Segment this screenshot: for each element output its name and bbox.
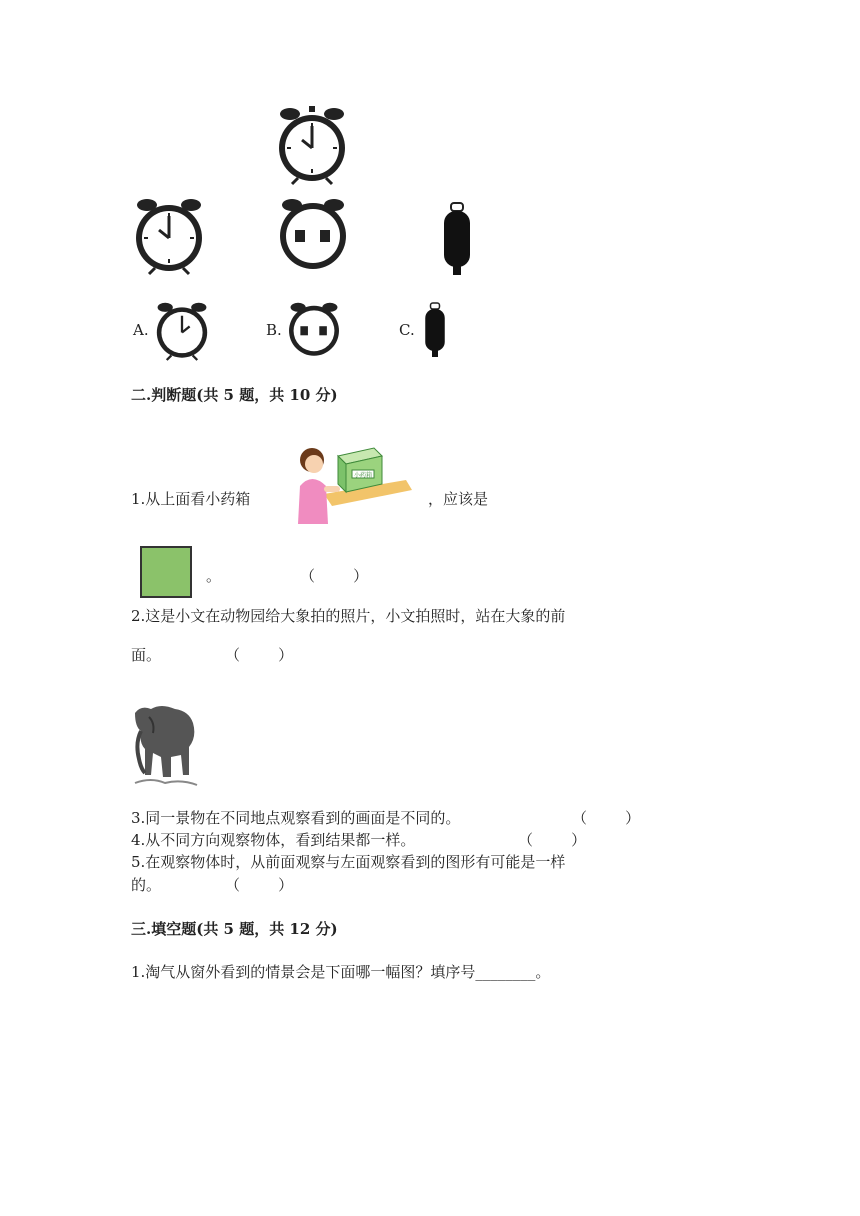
clock-front-icon <box>133 198 205 274</box>
section-heading-judgment: 二.判断题(共 5 题，共 10 分) <box>131 386 338 404</box>
option-a-label: A. <box>133 321 149 339</box>
question-2-line-2: 面。 <box>131 646 162 664</box>
section-heading-fill-in: 三.填空题(共 5 题，共 12 分) <box>131 920 338 938</box>
clock-side-icon <box>440 203 474 275</box>
option-a-clock-icon <box>154 302 210 360</box>
question-1-period: 。 <box>206 567 222 585</box>
question-1-suffix: ，应该是 <box>428 490 489 508</box>
girl-with-medicine-box-illustration <box>294 446 414 526</box>
question-1-prefix: 1.从上面看小药箱 <box>131 490 251 508</box>
question-5-line-1: 5.在观察物体时，从前面观察与左面观察看到的图形有可能是一样 <box>131 853 566 871</box>
question-5-line-2: 的。 <box>131 876 162 894</box>
question-3-answer-blank[interactable]: （ ） <box>572 809 641 827</box>
question-4-answer-blank[interactable]: （ ） <box>518 831 587 849</box>
clock-back-icon <box>278 198 348 272</box>
question-4-text: 4.从不同方向观察物体，看到结果都一样。 <box>131 831 416 849</box>
fill-in-question-1-text[interactable]: 1.淘气从窗外看到的情景会是下面哪一幅图？填序号________。 <box>131 963 551 981</box>
elephant-photo <box>131 703 199 787</box>
question-2-answer-blank[interactable]: （ ） <box>225 646 294 664</box>
clock-top-icon <box>276 106 348 184</box>
top-view-square-answer <box>140 546 192 598</box>
question-2-line-1: 2.这是小文在动物园给大象拍的照片，小文拍照时，站在大象的前 <box>131 607 566 625</box>
question-5-answer-blank[interactable]: （ ） <box>225 876 294 894</box>
medicine-box-label: 小药箱 <box>353 472 373 479</box>
question-3-text: 3.同一景物在不同地点观察看到的画面是不同的。 <box>131 809 461 827</box>
option-c-clock-icon <box>422 303 448 357</box>
option-b-label: B. <box>266 321 282 339</box>
option-c-label: C. <box>399 321 415 339</box>
option-b-clock-icon <box>287 302 341 358</box>
question-1-answer-blank[interactable]: （ ） <box>300 567 369 585</box>
